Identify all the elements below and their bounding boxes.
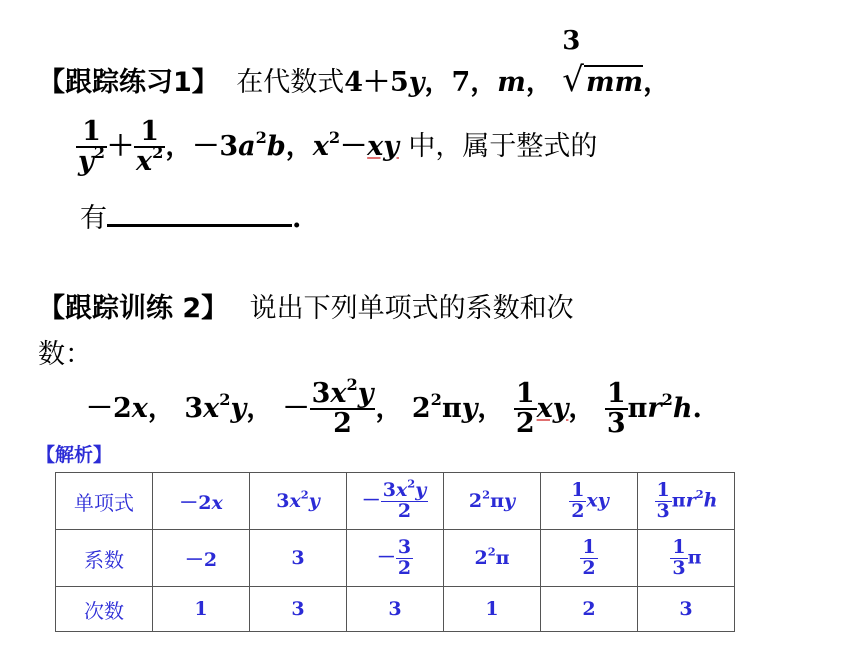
answer-blank [107,198,292,227]
exercise-1-line-1: 【跟踪练习1】 在代数式4＋5y，7，m， 3 √mm， [38,26,671,100]
exercise-1-label: 【跟踪练习1】 [38,67,219,98]
table-cell: － $\frac{3}{2}$ [347,530,444,587]
table-cell: $\frac{1}{2}$ xy [541,473,638,530]
table-cell: 1 [153,587,250,632]
table-cell: － $\frac{3x^2y}{2}$ [347,473,444,530]
term-neg3a2b: ，$-3a^2b$ [165,127,286,162]
fraction-1-over-x2: $\frac{1}{x^2}$ [135,116,164,178]
exercise-2-line-1 [38,286,574,325]
exercise-2-question: 说出下列单项式的系数和次 [249,293,574,324]
row-head-degree: 次数 [56,587,153,632]
exercise-1-intro: 在代数式 [236,67,345,98]
term-m: m [497,67,526,98]
radical-sign-icon: √ [562,60,584,100]
exercise-2-line-2: 数： [38,339,92,370]
exercise-2-label: 【跟踪训练 2】 [38,293,229,324]
radicand: mm [585,67,644,98]
cube-root-mm [562,26,644,100]
exercise-1-line-3: 有 . [80,196,301,235]
root-index: 3 [562,26,581,56]
table-cell: 3 [638,587,735,632]
answer-table [55,472,735,632]
table-cell: 3 [250,587,347,632]
table-cell: $3x^2y$ [250,473,347,530]
table-cell: $2^2\pi y$ [444,473,541,530]
analysis-label: 【解析】 [36,444,113,466]
table-cell: 3 [250,530,347,587]
table-cell: $\frac{1}{3}$ $\pi r^2h$ [638,473,735,530]
table-cell: $2^2\pi$ [444,530,541,587]
table-row [56,530,735,587]
monomial-3x2y: $3x^2y$ [184,389,247,424]
table-cell: 1 [444,587,541,632]
table-cell: $\frac{1}{3}$ π [638,530,735,587]
table-cell: 3 [347,587,444,632]
exercise-1-line-2: $\frac{1}{y^2}$ ＋ $\frac{1}{x^2}$ ，$-3a^2b$，$x^2-xy$ 中，属于整式的 [78,116,598,178]
monomial-half-xy: $\frac{1}{2}$ xy [515,378,569,440]
monomial-third-pi-r2h: $\frac{1}{3}$ $\pi r^2h$. [606,378,702,440]
table-row [56,473,735,530]
monomial-2-squared-pi-y: $2^2\pi y$ [411,389,478,424]
table-cell: －2x [153,473,250,530]
table-cell: $\frac{1}{2}$ [541,530,638,587]
table-cell: 2 [541,587,638,632]
table-cell: －2 [153,530,250,587]
table-row [56,587,735,632]
fraction-1-over-y2: $\frac{1}{y^2}$ [78,116,105,178]
term-x2-minus-xy: $x^2-xy$ [312,127,399,162]
monomial-neg-3x2y-over-2: － $\frac{3x^2y}{2}$ [282,374,374,440]
term-4-plus-5y: 4＋5y [344,67,425,98]
row-head-coefficient: 系数 [56,530,153,587]
monomial-neg2x: －2x [86,392,148,424]
exercise-1-question: 中，属于整式的 [408,130,598,162]
row-head-monomial: 单项式 [56,473,153,530]
monomial-list: －2x， $3x^2y$， － $\frac{3x^2y}{2}$ ， $2^2\pi y$， $\frac{1}{2}$ xy， $\frac{1}{3}$ $\pi r^2h$. [86,374,702,440]
